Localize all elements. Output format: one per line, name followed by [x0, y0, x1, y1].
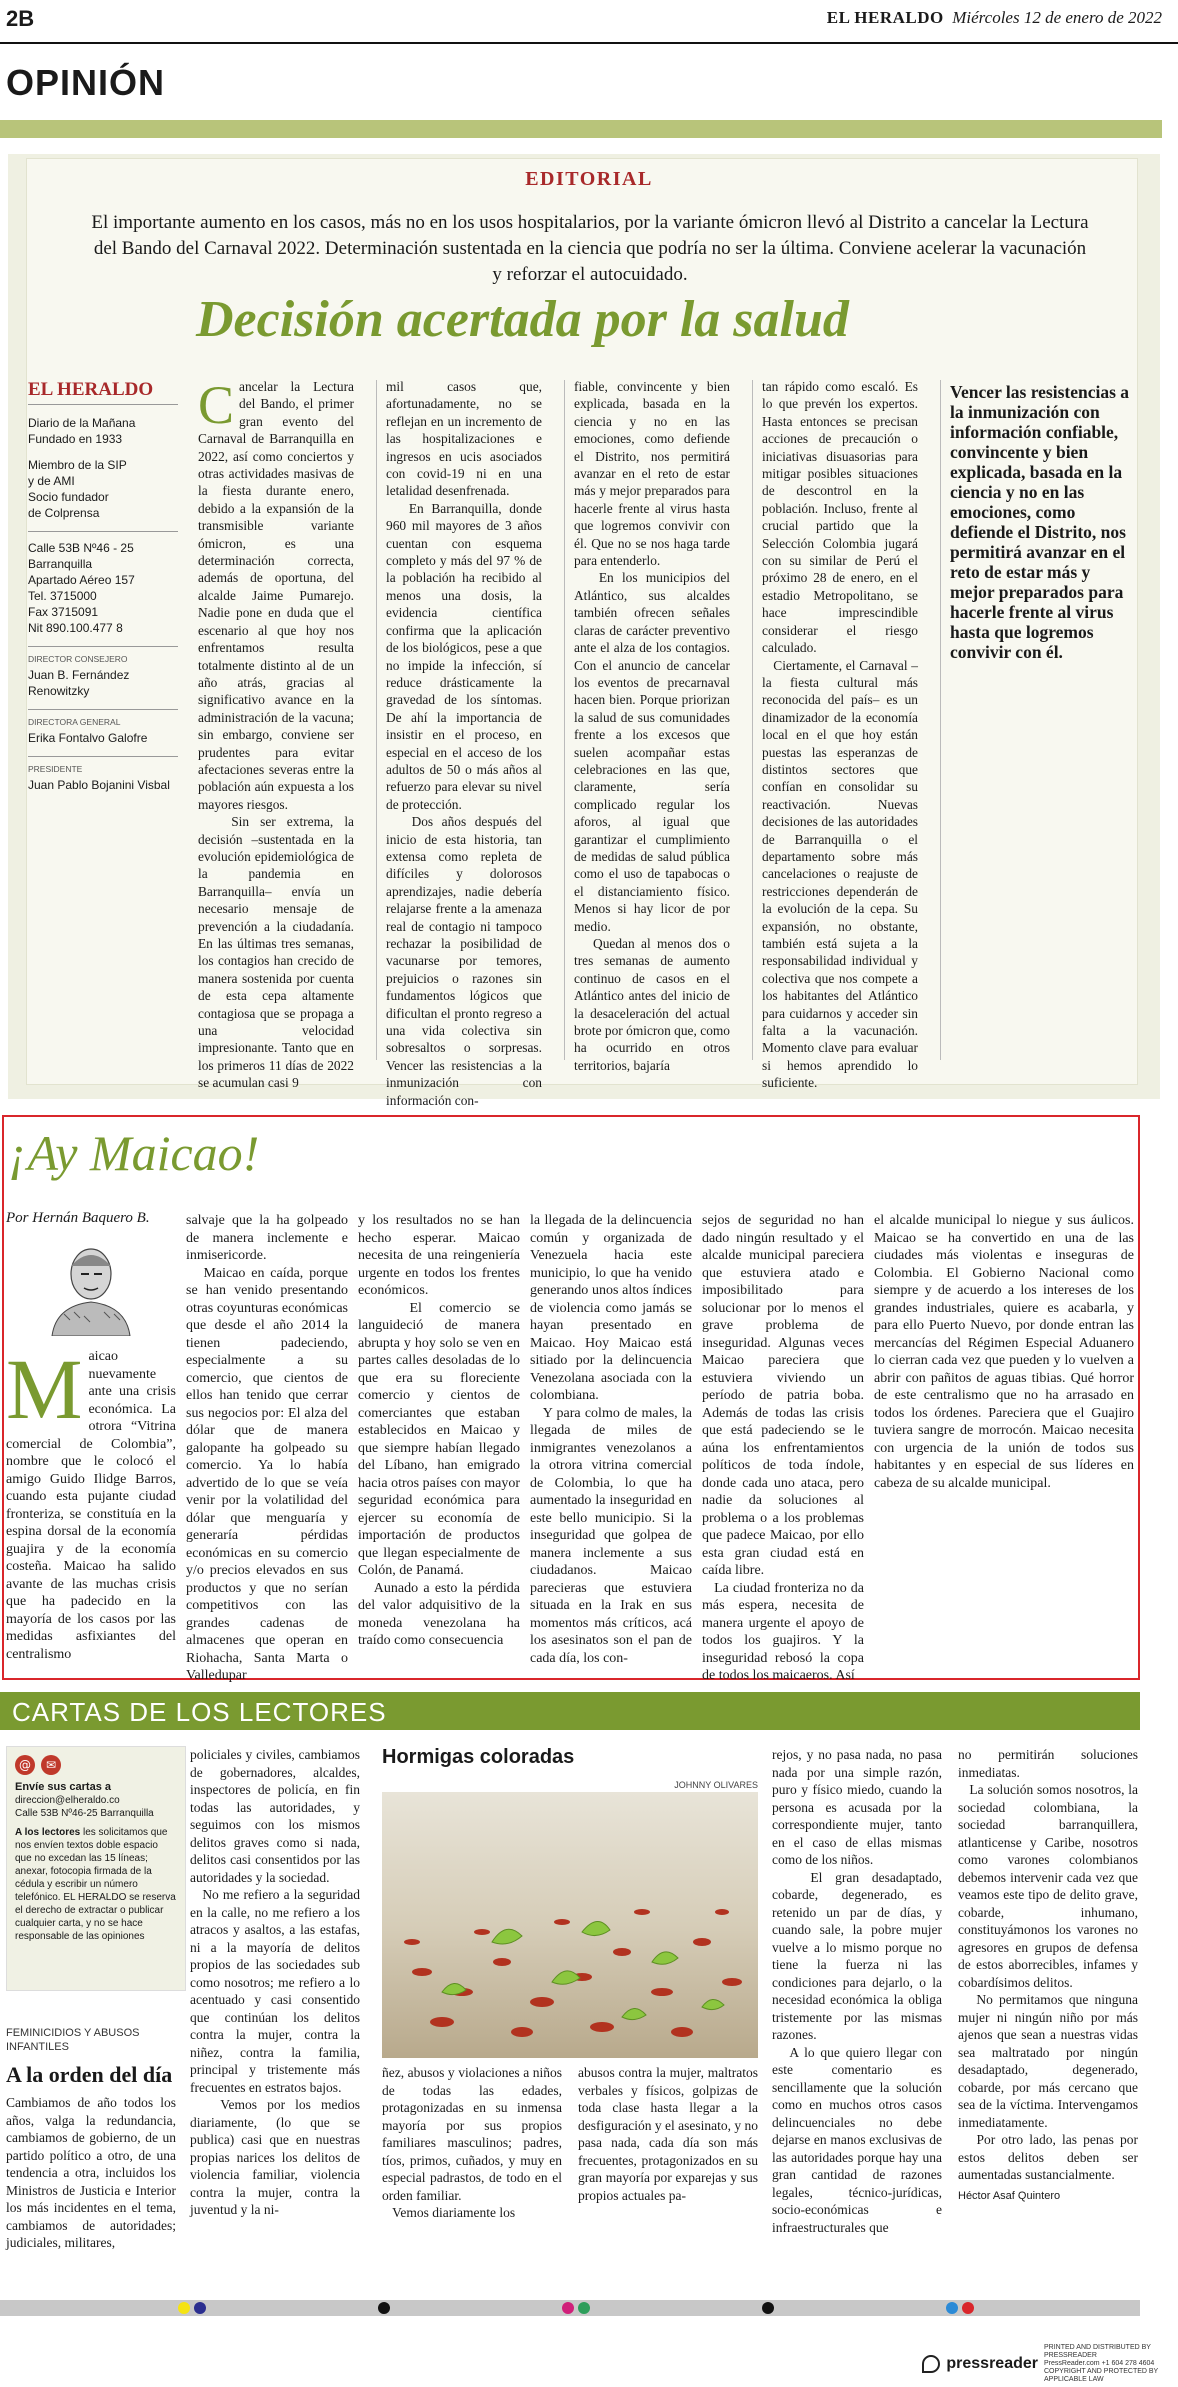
editorial-dropcap: C [198, 375, 235, 435]
staff-address: Calle 53B Nº46 - 25 Barranquilla Apartado Aéreo 157 Tel. 3715000 Fax 3715091 Nit 890.100.477 8 [28, 541, 135, 635]
masthead-date: Miércoles 12 de enero de 2022 [952, 8, 1162, 27]
registration-dot [762, 2302, 774, 2314]
masthead-name: EL HERALDO [826, 8, 944, 27]
staff-info: Diario de la Mañana Fundado en 1933 [28, 416, 136, 446]
envelope-icon: ✉ [41, 1755, 61, 1775]
editorial-label: EDITORIAL [525, 168, 653, 190]
pressreader-logo-icon [922, 2355, 940, 2373]
letter-column-5: rejos, y no pasa nada, no pasa nada por una simple razón, puro y físico miedo, cuando la persona es acusada por la correspondiente mujer, tanto en el caso de ellas mismas como de los niños. El gran desadaptado, cobarde, degenerado, es retenido un par de días, y cuando sale, la pobre mujer vuelve a lo mismo porque no tiene la fuerza ni las condiciones para dejarlo, o la necesidad económica la obliga tristemente por las mismas razones. A lo que quiero llegar con este comentario es sencillamente que la solución como en muchos otros casos delincuenciales no debe dejarse en manos exclusivas de las autoridades porque hay una gran cantidad de razones legales, técnico-jurídicas, socio-económicas e infraestructurales que [772, 1747, 942, 2235]
letter-column-3: ñez, abusos y violaciones a niños de todas las edades, protagonizadas en su inmensa mayoría por sus propios familiares masculinos; padres, tíos, primos, cuñados, y muy en especial padrastos, de todo en el orden familiar. Vemos diariamente los [382, 2065, 562, 2220]
letter-column-6 [958, 1746, 1138, 2205]
letter-headline[interactable]: A la orden del día [6, 2062, 173, 2087]
letter-column-1: Cambiamos de año todos los años, valga la redundancia, cambiamos de gobierno, de un partido político a otro, de una tendencia a otra, incluidos los Ministros de Justicia e Interior los más incidentes en el tema, cambiamos de autoridades; judiciales, militares, [6, 2095, 176, 2250]
registration-dot [178, 2302, 190, 2314]
column-divider [376, 380, 377, 1060]
masthead [827, 8, 1162, 28]
staff-role: DIRECTORA GENERAL [28, 709, 178, 730]
staff-logo: EL HERALDO [28, 382, 178, 405]
staff-name: Erika Fontalvo Galofre [28, 731, 148, 745]
letters-address: Calle 53B Nº46-25 Barranquilla [15, 1808, 154, 1819]
author-portrait-icon [44, 1236, 138, 1336]
opinion-column-6: el alcalde municipal lo niegue y sus áulicos. Maicao se ha convertido en una de las ciudades más violentas e inseguras de Colombia. El Gobierno Nacional como siempre y de acuerdo a los intereses de los grandes industriales, quiere es acabarla, y para ello Puerto Nuevo, por donde entran las mercancías del Régimen Especial Aduanero lo cierran cada vez que pueden y lo vuelven a abrir con pañitos de aguas tibias. Qué horror de este centralismo que no ha arrasado en todos los órdenes. Pareciera que el Guajiro tuviera sangre de morrocón. Maicao necesita con urgencia de la unión de todos sus habitantes y en especial de sus líderes en cabeza de su alcalde municipal. [874, 1213, 1134, 1491]
opinion-column-4: la llegada de la delincuencia común y organizada de Venezuela hacia este municipio, lo que ha venido generando unos altos índices de violencia como jamás se hayan presentado en Maicao. Hoy Maicao está sitiado por la delincuencia Venezolana asociada con la colombiana. Y para colmo de males, la llegada de miles de inmigrantes venezolanos a la otrora vitrina comercial de Colombia, lo que ha aumentado la inseguridad en este bello municipio. Si la inseguridad que golpea de manera inclemente a sus ciudadanos. Maicao parecieras que estuviera situada en la Irak en sus momentos más críticos, acá los asesinatos son el pan de cada día, los con- [530, 1213, 693, 1666]
photo-title: Hormigas coloradas [382, 1746, 575, 1768]
letters-info-title: Envíe sus cartas a [15, 1781, 112, 1793]
letter-column-6-text: no permitirán soluciones inmediatas. La solución somos nosotros, la sociedad colombiana, la sociedad barranquillera, atlanticense y Caribe, nosotros como varones colombianos debemos intervenir cada vez que veamos este tipo de delito grave, cobarde, inhumano, constituyámonos los varones no agresores en grupos de defensa de estos aborrecibles, infames y cobardísimos delitos. No permitamos que ninguna mujer ni ningún niño por más ajenos que sean a nuestras vidas sea maltratado por ningún desadaptado, degenerado, cobarde, por más cercano que sea de la víctima. Intervengamos inmediatamente. Por otro lado, las penas por estos delitos deben ser aumentadas sustancialmente. [958, 1747, 1139, 2182]
registration-dot [194, 2302, 206, 2314]
staff-role: PRESIDENTE [28, 756, 178, 777]
staff-membership: Miembro de la SIP y de AMI Socio fundador de Colprensa [28, 458, 127, 520]
opinion-headline[interactable]: ¡Ay Maicao! [8, 1125, 260, 1181]
editorial-column-4: tan rápido como escaló. Es lo que prevén los expertos. Hasta entonces se precisan acciones de precaución o iniciativas disuasorias para mitigar posibles situaciones de descontrol en la población. Incluso, frente al crucial partido que la Selección Colombia jugará con su similar de Perú el próximo 28 de enero, en el estadio Metropolitano, se hace imprescindible considerar el riesgo calculado. Ciertamente, el Carnaval –la fiesta cultural más reconocida del país– es un dinamizador de la economía local en el que hoy están puestas las esperanzas de distintos sectores que confían en consolidar su reactivación. Nuevas decisiones de las autoridades de Barranquilla o el departamento sobre más cancelaciones o reajuste de restricciones dependerán de la evolución de la cepa. Su expansión, no obstante, también está sujeta a la responsabilidad individual y colectiva que nos compete a los habitantes del Atlántico para cuidarnos y acceder sin falta a la vacunación. Momento clave para evaluar si hemos aprendido lo suficiente. [762, 379, 918, 1091]
column-divider [752, 380, 753, 1060]
section-band [0, 120, 1162, 138]
letter-kicker: FEMINICIDIOS Y ABUSOS INFANTILES [6, 2027, 140, 2053]
editorial-column-3: fiable, convincente y bien explicada, basada en la ciencia y no en las emociones, como defiende el Distrito, nos permitirá avanzar en el reto de estar más y mejor preparados para hacerle frente al virus hasta que logremos convivir con él. Que no se nos haga tarde para entenderlo. En los municipios del Atlántico, sus alcaldes también ofrecen señales claras de carácter preventivo ante el alza de los contagios. Con el anuncio de cancelar los eventos de precarnaval hacen bien. Porque priorizan la salud de sus comunidades frente a los excesos que suelen acompañar estas celebraciones en las que, claramente, sería complicado regular los aforos, al igual que garantizar el cumplimiento de medidas de salud pública como el uso de tapabocas o el distanciamiento físico. Menos si hay licor de por medio. Quedan al menos dos o tres semanas de aumento continuo de casos en el Atlántico antes del inicio de la desaceleración del actual brote por ómicron que, como ha ocurrido en otros territorios, bajaría [574, 379, 730, 1073]
letters-info-box [6, 1746, 186, 1991]
staff-box [28, 379, 178, 803]
opinion-column-1: Maicao nuevamente ante una crisis económica. La otrora “Vitrina comercial de Colombia”, nombre que le colocó el amigo Guido Ilidge Barros, cuando esta pujante ciudad fronteriza, se constituía en la espina dorsal de la economía guajira y de la economía costeña. Maicao ha salido avante de las muchas crisis que ha padecido en la mayoría de los casos por las medidas asfixiantes del centralismo [6, 1341, 176, 1662]
opinion-column-2: salvaje que la ha golpeado de manera inclemente e inmisericorde. Maicao en caída, porque se han venido presentando otras coyunturas económicas que desde el año 2014 la tienen padeciendo, especialmente a su comercio, que cientos de ellos han tenido que cerrar sus negocios por: El alza del dólar que de manera galopante ha golpeado su comercio. Ya lo había advertido de lo que se veía venir por la volatilidad del dólar que menguaría y generaría pérdidas económicas en su comercio y/o precios elevados en sus productos y que no serían competitivos con las grandes cadenas de almacenes que operan en Riohacha, Santa Marta o Valledupar [186, 1213, 348, 1683]
pressreader-fineprint: PRINTED AND DISTRIBUTED BY PRESSREADER PressReader.com +1 604 278 4604 COPYRIGHT AND PROTECTED BY APPLICABLE LAW [1044, 2344, 1159, 2383]
letter-signature: Héctor Asaf Quintero [958, 2189, 1061, 2202]
opinion-dropcap: M [6, 1341, 83, 1437]
staff-role: DIRECTOR CONSEJERO [28, 646, 178, 667]
column-divider [940, 380, 941, 1060]
letters-email-link[interactable]: direccion@elheraldo.co [15, 1795, 120, 1806]
letter-column-2: policiales y civiles, cambiamos de gobernadores, alcaldes, inspectores de policía, en fin todas las autoridades, y seguimos con los mismos delitos graves como si nada, delitos casi consentidos por las autoridades y la sociedad. No me refiero a la seguridad en la calle, no me refiero a los atracos y asaltos, a las estafas, ni a la mayoría de delitos propios de las sociedades sub como nosotros; me refiero a lo acentuado y casi consentido que continúan los delitos contra la mujer, contra la niñez, contra la familia, principal y tristemente más frecuentes en estratos bajos. Vemos por los medios diariamente, (lo que se publica) casi que en nuestras propias narices los delitos de violencia familiar, violencia contra la mujer, contra la juventud y la ni- [190, 1747, 361, 2217]
section-title: OPINIÓN [6, 62, 166, 103]
editorial-headline[interactable]: Decisión acertada por la salud [196, 291, 849, 348]
letters-title: CARTAS DE LOS LECTORES [12, 1697, 387, 1727]
column-divider [564, 380, 565, 1060]
registration-dot [578, 2302, 590, 2314]
ants-photo-icon[interactable] [382, 1792, 758, 2058]
registration-dot [946, 2302, 958, 2314]
page-number: 2B [6, 6, 35, 31]
opinion-column-5: sejos de seguridad no han dado ningún resultado y el alcalde municipal pareciera que estuviera atado e imposibilitado para solucionar por lo menos el grave problema de inseguridad. Algunas veces Maicao pareciera que estuviera viviendo un período de patria boba. Además de todas las crisis que está padeciendo se le aúna los enfrentamientos políticos de toda índole, donde cada uno ataca, pero nadie da soluciones al problema o a los problemas que padece Maicao, por ello esta gran ciudad está en caída libre. La ciudad fronteriza no da más espera, necesita de manera urgente el apoyo de todos los guajiros. Y la inseguridad rebosó la copa de todos los maicaeros. Así [702, 1213, 864, 1683]
letter-column-4: abusos contra la mujer, maltratos verbales y físicos, golpizas de toda clase hasta llegar a la desfiguración y el asesinato, y no pasa nada, cada día son más frecuentes, protagonizados en su gran mayoría por exparejas y sus propios actuales pa- [578, 2065, 758, 2203]
registration-dot [562, 2302, 574, 2314]
header-rule [0, 42, 1178, 44]
editorial-deck: El importante aumento en los casos, más no en los usos hospitalarios, por la variante ómicron llevó al Distrito a cancelar la Lectura del Bando del Carnaval 2022. Determinación sustentada en la ciencia que podría no ser la última. Conviene acelerar la vacunación y reforzar el autocuidado. [91, 212, 1089, 285]
letters-instructions: A los lectores les solicitamos que nos envíen textos doble espacio que no excedan las 15 líneas; anexar, fotocopia firmada de la cédula y escribir un número telefónico. EL HERALDO se reserva el derecho de extractar o publicar cualquier carta, y no se hace responsable de las opiniones [15, 1827, 176, 1942]
pressreader-footer[interactable] [922, 2344, 1164, 2384]
registration-dot [962, 2302, 974, 2314]
at-icon: @ [15, 1755, 35, 1775]
photo-credit: JOHNNY OLIVARES [674, 1780, 758, 1790]
editorial-pull-quote: Vencer las resistencias a la inmunización con información confiable, convincente y bien explicada, basada en la ciencia y no en las emociones, como defiende el Distrito, nos permitirá avanzar en el reto de estar más y mejor preparados para hacerle frente al virus hasta que logremos convivir con él. [950, 382, 1130, 662]
editorial-column-2: mil casos que, afortunadamente, no se reflejan en un incremento de las hospitalizaciones e ingresos en ucis asociados con covid-19 ni en una letalidad desenfrenada. En Barranquilla, donde 960 mil mayores de 3 años cuentan con esquema completo y más del 97 % de la población ha recibido al menos una dosis, la evidencia científica confirma que la aplicación de los biológicos, pese a que no impide la infección, sí reduce drásticamente la gravedad de los síntomas. De ahí la importancia de insistir en el proceso, en especial en el acceso de los adultos de 50 o más años al refuerzo para elevar su nivel de protección. Dos años después del inicio de esta historia, tan extensa como repleta de difíciles y dolorosos aprendizajes, nadie debería relajarse frente a la amenaza real de contagio ni tampoco rechazar la posibilidad de vacunarse por temores, prejuicios o razones sin fundamentos lógicos que dificultan el pronto regreso a una vida colectiva sin sobresaltos o sorpresas. Vencer las resistencias a la inmunización con información con- [386, 379, 542, 1108]
registration-dot [378, 2302, 390, 2314]
opinion-column-3: y los resultados no se han hecho esperar. Maicao necesita de una reingeniería urgente en todos los frentes económicos. El comercio se languideció de manera abrupta y hoy solo se ven en partes calles desoladas de lo que era su floreciente comercio y cientos de comerciantes que estaban establecidos en Maicao y que siempre habían llegado del Líbano, han emigrado hacia otros países con mayor seguridad económica para ejercer su economía de importación de productos que llegan especialmente de Colón, de Panamá. Aunado a esto la pérdida del valor adquisitivo de la moneda venezolana ha traído como consecuencia [358, 1213, 521, 1648]
pressreader-brand: pressreader [946, 2355, 1038, 2372]
editorial-column-1: Cancelar la Lectura del Bando, el primer gran evento del Carnaval de Barranquilla en 2022, así como conciertos y otras actividades masivas de la fiesta durante enero, debido a la expansión de la transmisible variante ómicron, es una determinación correcta, además de oportuna, del alcalde Jaime Pumarejo. Nadie pone en duda que el escenario al que hoy nos enfrentamos resulta totalmente distinto al de un año atrás, gracias al significativo avance en la administración de la vacuna; sin embargo, conviene ser prudentes para evitar afectaciones severas entre la población aún expuesta a los mayores riesgos. Sin ser extrema, la decisión –sustentada en la evolución epidemiológica de la pandemia en Barranquilla– envía un necesario mensaje de prevención a la ciudadanía. En las últimas tres semanas, los contagios han crecido de manera sostenida por cuenta de esta cepa altamente contagiosa que se propaga a una velocidad impresionante. Tanto que en los primeros 11 días de 2022 se acumulan casi 9 [198, 375, 355, 1091]
staff-name: Juan B. Fernández Renowitzky [28, 668, 130, 698]
staff-name: Juan Pablo Bojanini Visbal [28, 778, 170, 792]
opinion-author: Por Hernán Baquero B. [6, 1210, 150, 1226]
